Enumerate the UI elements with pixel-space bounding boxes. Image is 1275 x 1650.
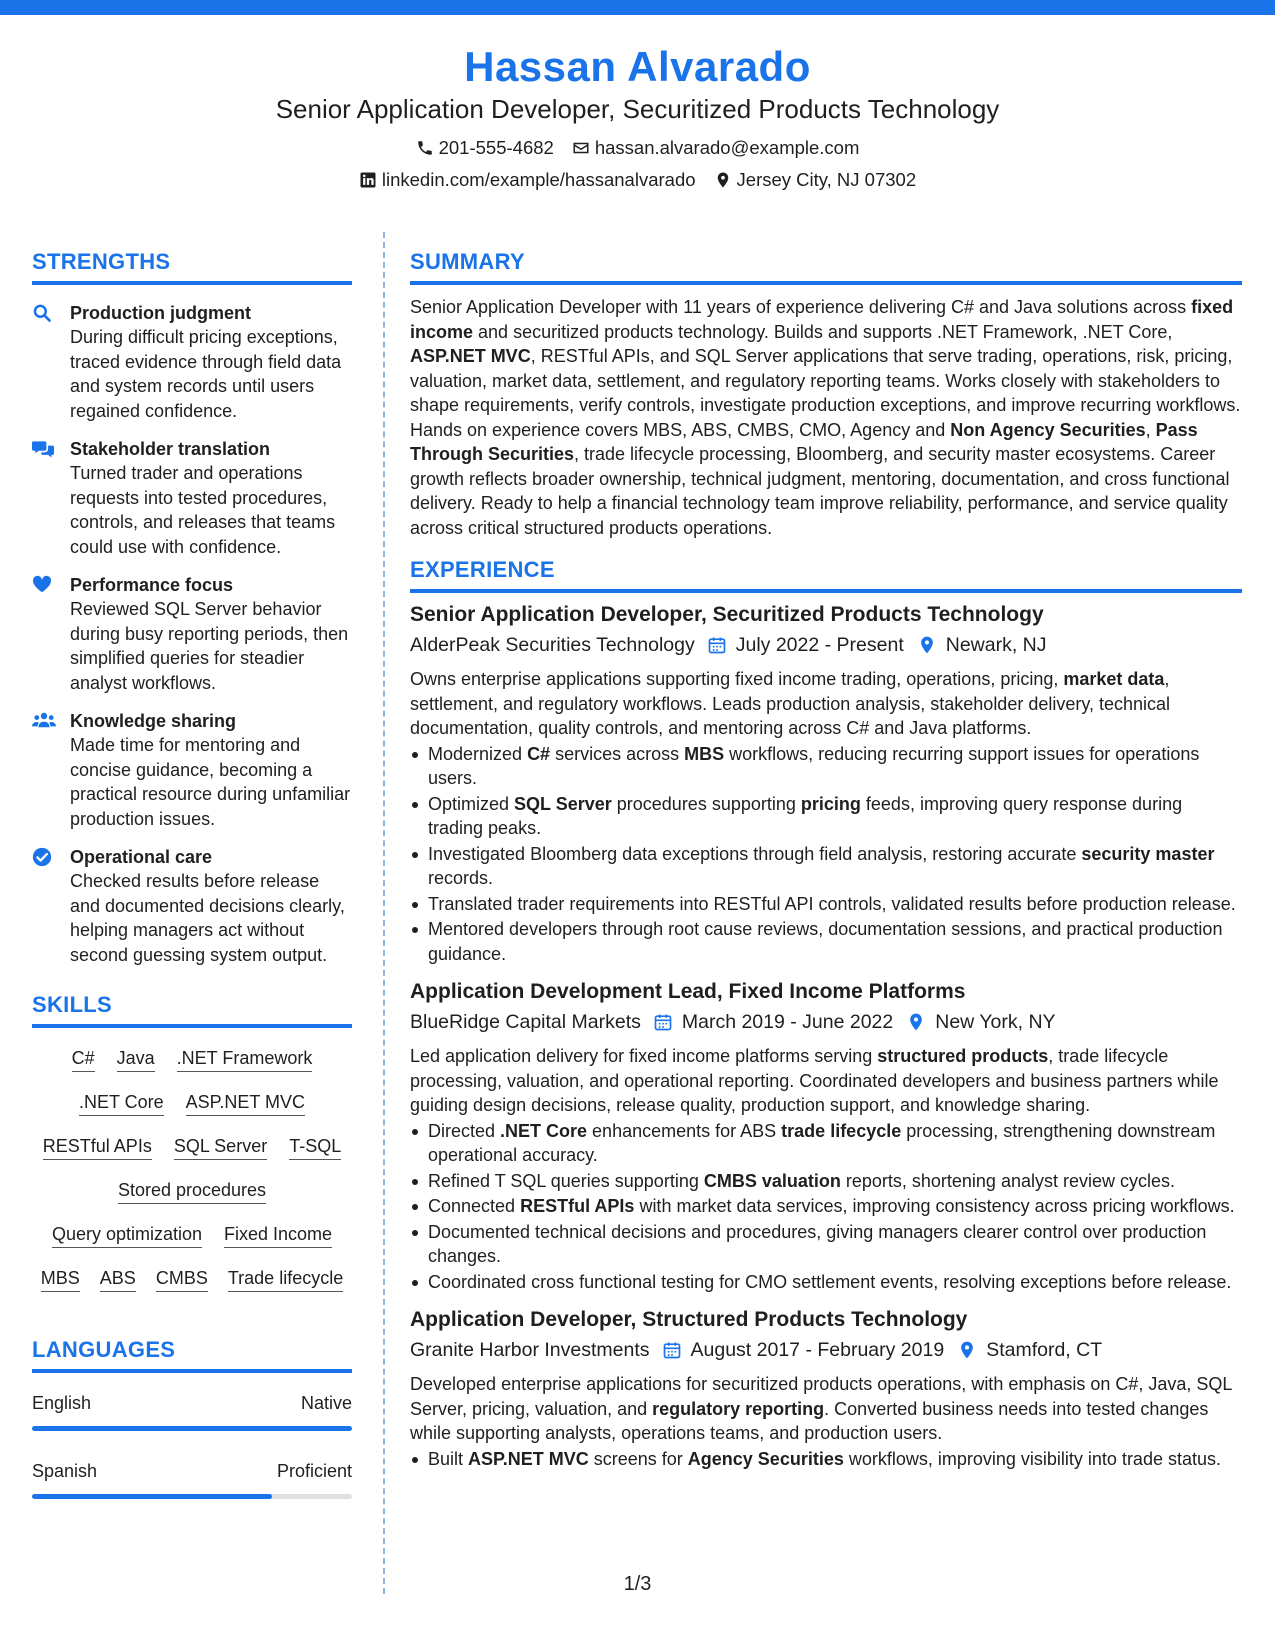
skill-chip: Trade lifecycle <box>228 1266 343 1292</box>
strength-item <box>32 301 352 423</box>
linkedin-icon <box>359 171 377 189</box>
strength-description: Made time for mentoring and concise guidance, becoming a practical resource during unfamiliar production issues. <box>70 735 351 829</box>
candidate-name: Hassan Alvarado <box>464 43 811 90</box>
phone-icon <box>416 139 434 157</box>
map-pin-icon <box>957 1340 977 1360</box>
language-item <box>32 1391 352 1431</box>
job-company: AlderPeak Securities Technology <box>410 634 695 656</box>
contact-row-1 <box>0 136 1275 160</box>
job-bullets <box>410 1447 1242 1472</box>
job-bullet: Connected RESTful APIs with market data services, improving consistency across pricing workflows. <box>410 1194 1242 1219</box>
job-entry <box>410 601 1242 966</box>
job-title: Senior Application Developer, Securitized Products Technology <box>410 603 1044 626</box>
job-dates: August 2017 - February 2019 <box>690 1339 945 1361</box>
language-proficiency-bar <box>32 1494 352 1499</box>
job-description: Owns enterprise applications supporting fixed income trading, operations, pricing, market data, settlement, and regulatory workflows. Leads production analysis, stakeholder delivery, technical documentation, quality controls, and mentoring across C# and Java platforms. <box>410 669 1171 738</box>
calendar-icon <box>653 1012 673 1032</box>
skill-row <box>32 1134 352 1160</box>
skill-row <box>32 1266 352 1292</box>
job-location: Newark, NJ <box>945 634 1047 656</box>
skill-chip: Query optimization <box>52 1222 202 1248</box>
chat-bubbles-icon <box>32 439 54 459</box>
job-bullet: Built ASP.NET MVC screens for Agency Securities workflows, improving visibility into trade status. <box>410 1447 1242 1472</box>
calendar-icon <box>707 635 727 655</box>
strength-title: Production judgment <box>70 303 251 323</box>
strength-title: Knowledge sharing <box>70 711 237 731</box>
skill-row <box>32 1222 352 1248</box>
skill-chip: SQL Server <box>174 1134 267 1160</box>
job-title: Application Developer, Structured Products Technology <box>410 1308 968 1331</box>
language-proficiency-fill <box>32 1494 272 1499</box>
linkedin-contact[interactable] <box>359 168 696 192</box>
job-dates: July 2022 - Present <box>735 634 904 656</box>
resume-header <box>0 42 1275 192</box>
job-bullet: Documented technical decisions and procedures, giving managers clearer control over production changes. <box>410 1220 1242 1269</box>
skill-chip: .NET Framework <box>177 1046 313 1072</box>
skill-chip: ABS <box>100 1266 136 1292</box>
job-bullet: Coordinated cross functional testing for CMO settlement events, resolving exceptions before release. <box>410 1270 1242 1295</box>
job-bullet: Translated trader requirements into RESTful API controls, validated results before production release. <box>410 892 1242 917</box>
strength-description: Reviewed SQL Server behavior during busy reporting periods, then simplified queries for steadier analyst workflows. <box>70 599 349 693</box>
column-divider <box>383 232 385 1594</box>
job-bullet: Mentored developers through root cause reviews, documentation sessions, and practical production guidance. <box>410 917 1242 966</box>
job-company: Granite Harbor Investments <box>410 1339 650 1361</box>
job-bullets <box>410 742 1242 967</box>
job-description: Developed enterprise applications for securitized products operations, with emphasis on C#, Java, SQL Server, pricing, valuation, and regulatory reporting. Converted business needs into tested changes while supporting analysts, operations teams, and production users. <box>410 1374 1232 1443</box>
language-item <box>32 1459 352 1499</box>
skill-chip: C# <box>72 1046 95 1072</box>
job-bullet: Investigated Bloomberg data exceptions through field analysis, restoring accurate security master records. <box>410 842 1242 891</box>
language-name: Spanish <box>32 1461 98 1481</box>
map-pin-icon <box>906 1012 926 1032</box>
experience-heading: EXPERIENCE <box>410 556 1242 593</box>
calendar-icon <box>662 1340 682 1360</box>
strength-description: Checked results before release and documented decisions clearly, helping managers act without second guessing system output. <box>70 871 345 965</box>
skill-row <box>32 1178 352 1204</box>
strength-description: During difficult pricing exceptions, traced evidence through field data and system records until users regained confidence. <box>70 327 342 421</box>
skill-chip: .NET Core <box>79 1090 164 1116</box>
language-level: Proficient <box>276 1461 352 1481</box>
job-company: BlueRidge Capital Markets <box>410 1011 641 1033</box>
check-circle-icon <box>32 847 52 867</box>
job-location: Stamford, CT <box>986 1339 1103 1361</box>
strength-item <box>32 437 352 559</box>
job-bullet: Directed .NET Core enhancements for ABS trade lifecycle processing, strengthening downstream operational accuracy. <box>410 1119 1242 1168</box>
users-icon <box>32 711 56 729</box>
strength-item <box>32 573 352 695</box>
skill-chip: ASP.NET MVC <box>186 1090 305 1116</box>
skill-chip: Fixed Income <box>224 1222 332 1248</box>
job-meta <box>410 631 1242 659</box>
heart-icon <box>32 575 52 593</box>
job-title: Application Development Lead, Fixed Income Platforms <box>410 980 966 1003</box>
languages-heading: LANGUAGES <box>32 1336 352 1373</box>
strength-title: Operational care <box>70 847 213 867</box>
language-proficiency-fill <box>32 1426 352 1431</box>
job-description: Led application delivery for fixed income platforms serving structured products, trade lifecycle processing, valuation, and operational reporting. Coordinated developers and business partners while guiding design decisions, release quality, production support, and knowledge sharing. <box>410 1046 1219 1115</box>
skill-chip: CMBS <box>156 1266 208 1292</box>
left-column <box>32 248 352 1499</box>
job-bullet: Optimized SQL Server procedures supporting pricing feeds, improving query response during trading peaks. <box>410 792 1242 841</box>
map-pin-icon <box>917 635 937 655</box>
strength-title: Stakeholder translation <box>70 439 271 459</box>
language-level: Native <box>300 1393 352 1413</box>
envelope-icon <box>572 139 590 157</box>
skill-chip: T-SQL <box>289 1134 341 1160</box>
job-meta <box>410 1336 1242 1364</box>
skill-chip: MBS <box>41 1266 80 1292</box>
skills-heading: SKILLS <box>32 991 352 1028</box>
phone-number: 201-555-4682 <box>438 137 554 158</box>
contact-row-2 <box>0 168 1275 192</box>
job-entry <box>410 978 1242 1294</box>
strength-description: Turned trader and operations requests into tested procedures, controls, and releases that teams could use with confidence. <box>70 463 336 557</box>
email-contact[interactable] <box>572 136 860 160</box>
summary-text: Senior Application Developer with 11 years of experience delivering C# and Java solutions across fixed income and securitized products technology. Builds and supports .NET Framework, .NET Core, ASP.NET MVC, RESTful APIs, and SQL Server applications that serve trading, operations, risk, pricing, valuation, market data, settlement, and regulatory reporting teams. Works closely with stakeholders to shape requirements, verify controls, investigate production exceptions, and improve recurring workflows. Hands on experience covers MBS, ABS, CMBS, CMO, Agency and Non Agency Securities, Pass Through Securities, trade lifecycle processing, Bloomberg, and security master ecosystems. Career growth reflects broader ownership, technical judgment, mentoring, documentation, and cross functional delivery. Ready to help a financial technology team improve reliability, performance, and service quality across critical structured products operations. <box>410 297 1241 538</box>
skill-chip: Stored procedures <box>118 1178 266 1204</box>
language-name: English <box>32 1393 92 1413</box>
phone-contact[interactable] <box>416 136 554 160</box>
candidate-headline: Senior Application Developer, Securitized Products Technology <box>275 94 1000 124</box>
skill-chip: Java <box>117 1046 155 1072</box>
job-entry <box>410 1306 1242 1471</box>
magnifier-icon <box>32 303 52 323</box>
job-dates: March 2019 - June 2022 <box>681 1011 894 1033</box>
job-location: New York, NY <box>935 1011 1056 1033</box>
job-bullets <box>410 1119 1242 1295</box>
summary-heading: SUMMARY <box>410 248 1242 285</box>
skill-row <box>32 1046 352 1072</box>
job-meta <box>410 1008 1242 1036</box>
right-column <box>410 248 1242 1471</box>
location-text: Jersey City, NJ 07302 <box>736 169 917 190</box>
email-address: hassan.alvarado@example.com <box>594 137 860 158</box>
job-bullet: Modernized C# services across MBS workflows, reducing recurring support issues for operations users. <box>410 742 1242 791</box>
skill-row <box>32 1090 352 1116</box>
page-number: 1/3 <box>623 1573 652 1595</box>
language-proficiency-bar <box>32 1426 352 1431</box>
linkedin-url: linkedin.com/example/hassanalvarado <box>381 169 696 190</box>
location-contact <box>714 168 917 192</box>
strength-item <box>32 845 352 967</box>
job-bullet: Refined T SQL queries supporting CMBS valuation reports, shortening analyst review cycles. <box>410 1169 1242 1194</box>
skill-chip: RESTful APIs <box>43 1134 152 1160</box>
top-accent-bar <box>0 0 1275 15</box>
strengths-heading: STRENGTHS <box>32 248 352 285</box>
map-pin-icon <box>714 171 732 189</box>
strength-item <box>32 709 352 831</box>
skills-list <box>32 1046 352 1292</box>
strength-title: Performance focus <box>70 575 234 595</box>
